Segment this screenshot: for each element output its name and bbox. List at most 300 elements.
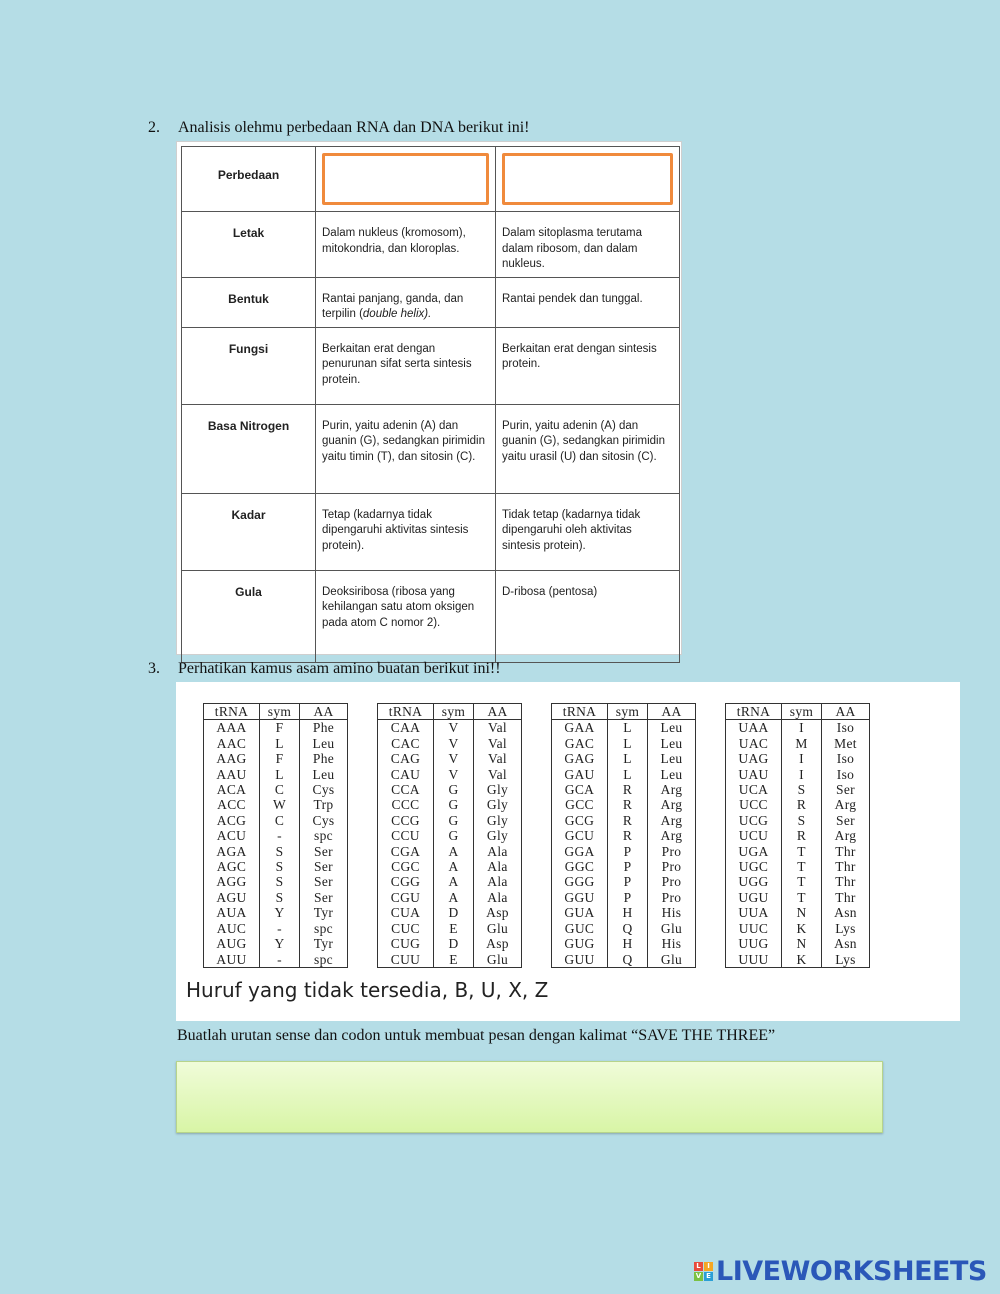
amino-acid-cell: Arg: [648, 813, 696, 828]
codon-header-cell: tRNA: [378, 704, 434, 720]
codon-header-cell: tRNA: [204, 704, 260, 720]
codon-header-row: [726, 704, 870, 720]
symbol-cell: Q: [608, 921, 648, 936]
symbol-cell: S: [260, 890, 300, 905]
amino-acid-cell: Thr: [822, 890, 870, 905]
amino-acid-cell: Phe: [300, 751, 348, 766]
symbol-cell: I: [782, 720, 822, 736]
codon-cell: GAA: [552, 720, 608, 736]
symbol-cell: T: [782, 874, 822, 889]
symbol-cell: S: [260, 874, 300, 889]
symbol-cell: Q: [608, 952, 648, 968]
brand-icon-square: L: [694, 1262, 703, 1271]
codon-cell: CUU: [378, 952, 434, 968]
codon-row: [726, 751, 870, 766]
codon-cell: AGG: [204, 874, 260, 889]
row-label: Letak: [182, 212, 316, 278]
amino-acid-cell: Iso: [822, 720, 870, 736]
codon-cell: AUU: [204, 952, 260, 968]
codon-row: [378, 797, 522, 812]
codon-row: [378, 890, 522, 905]
codon-table-4: [725, 703, 870, 968]
codon-header-cell: AA: [648, 704, 696, 720]
amino-acid-cell: Leu: [300, 767, 348, 782]
codon-row: [378, 921, 522, 936]
symbol-cell: K: [782, 921, 822, 936]
amino-acid-cell: Asn: [822, 905, 870, 920]
codon-row: [204, 736, 348, 751]
codon-row: [204, 797, 348, 812]
codon-row: [204, 952, 348, 968]
header-label: Perbedaan: [182, 147, 316, 212]
dna-cell: Deoksiribosa (ribosa yang kehilangan satu atom oksigen pada atom C nomor 2).: [316, 570, 496, 662]
symbol-cell: C: [260, 782, 300, 797]
codon-row: [204, 874, 348, 889]
symbol-cell: V: [434, 720, 474, 736]
table-row: [182, 327, 680, 404]
codon-cell: UCC: [726, 797, 782, 812]
codon-cell: CCG: [378, 813, 434, 828]
symbol-cell: I: [782, 767, 822, 782]
amino-acid-cell: Glu: [648, 921, 696, 936]
codon-row: [552, 874, 696, 889]
codon-table-3: [551, 703, 696, 968]
codon-cell: UUC: [726, 921, 782, 936]
codon-row: [726, 813, 870, 828]
symbol-cell: Y: [260, 936, 300, 951]
amino-acid-cell: Pro: [648, 859, 696, 874]
codon-row: [726, 782, 870, 797]
codon-cell: GCG: [552, 813, 608, 828]
question-3: [148, 660, 501, 678]
codon-row: [726, 767, 870, 782]
symbol-cell: R: [608, 797, 648, 812]
codon-cell: ACC: [204, 797, 260, 812]
symbol-cell: D: [434, 936, 474, 951]
symbol-cell: P: [608, 874, 648, 889]
rna-cell: Purin, yaitu adenin (A) dan guanin (G), sedangkan pirimidin yaitu urasil (U) dan sitosin (C).: [496, 404, 680, 493]
codon-row: [726, 720, 870, 736]
symbol-cell: F: [260, 751, 300, 766]
codon-cell: GUG: [552, 936, 608, 951]
codon-cell: GGC: [552, 859, 608, 874]
codon-cell: GAC: [552, 736, 608, 751]
codon-cell: GUC: [552, 921, 608, 936]
amino-acid-cell: Arg: [648, 782, 696, 797]
codon-cell: ACG: [204, 813, 260, 828]
symbol-cell: V: [434, 751, 474, 766]
amino-acid-cell: Ser: [822, 813, 870, 828]
codon-row: [204, 859, 348, 874]
amino-acid-cell: Ser: [300, 890, 348, 905]
amino-acid-cell: Ala: [474, 859, 522, 874]
codon-cell: ACU: [204, 828, 260, 843]
codon-cell: GUU: [552, 952, 608, 968]
amino-acid-cell: Val: [474, 736, 522, 751]
amino-acid-cell: Ser: [300, 844, 348, 859]
amino-acid-cell: Gly: [474, 828, 522, 843]
symbol-cell: -: [260, 952, 300, 968]
codon-row: [552, 921, 696, 936]
symbol-cell: K: [782, 952, 822, 968]
symbol-cell: R: [608, 828, 648, 843]
codon-row: [552, 905, 696, 920]
codon-cell: CUG: [378, 936, 434, 951]
codon-header-cell: sym: [608, 704, 648, 720]
symbol-cell: -: [260, 828, 300, 843]
codon-row: [378, 936, 522, 951]
dna-cell: Tetap (kadarnya tidak dipengaruhi aktivitas sintesis protein).: [316, 493, 496, 570]
symbol-cell: R: [782, 828, 822, 843]
amino-acid-cell: Leu: [648, 751, 696, 766]
symbol-cell: S: [782, 782, 822, 797]
question-text: Perhatikan kamus asam amino buatan berikut ini!!: [178, 660, 501, 677]
codon-cell: UUA: [726, 905, 782, 920]
amino-acid-cell: Pro: [648, 890, 696, 905]
amino-acid-cell: Gly: [474, 782, 522, 797]
codon-row: [204, 767, 348, 782]
symbol-cell: P: [608, 890, 648, 905]
symbol-cell: L: [608, 720, 648, 736]
codon-row: [204, 813, 348, 828]
codon-cell: GCA: [552, 782, 608, 797]
amino-acid-cell: Trp: [300, 797, 348, 812]
codon-table-1: [203, 703, 348, 968]
codon-row: [378, 828, 522, 843]
symbol-cell: V: [434, 736, 474, 751]
codon-cell: UAU: [726, 767, 782, 782]
brand-text: LIVEWORKSHEETS: [716, 1255, 987, 1287]
codon-cell: UGC: [726, 859, 782, 874]
amino-acid-cell: Lys: [822, 952, 870, 968]
codon-cell: GGA: [552, 844, 608, 859]
codon-cell: AGA: [204, 844, 260, 859]
symbol-cell: G: [434, 828, 474, 843]
symbol-cell: R: [608, 782, 648, 797]
symbol-cell: P: [608, 859, 648, 874]
codon-row: [378, 782, 522, 797]
symbol-cell: T: [782, 890, 822, 905]
codon-cell: GUA: [552, 905, 608, 920]
amino-acid-cell: Arg: [822, 828, 870, 843]
codon-cell: AUC: [204, 921, 260, 936]
symbol-cell: V: [434, 767, 474, 782]
symbol-cell: G: [434, 813, 474, 828]
codon-row: [378, 905, 522, 920]
symbol-cell: W: [260, 797, 300, 812]
codon-header-cell: AA: [822, 704, 870, 720]
rna-cell: Rantai pendek dan tunggal.: [496, 277, 680, 327]
codon-cell: CAA: [378, 720, 434, 736]
header-cell-2: [496, 147, 680, 212]
liveworksheets-icon: [694, 1262, 713, 1281]
amino-acid-cell: Ala: [474, 844, 522, 859]
codon-row: [726, 874, 870, 889]
amino-acid-cell: Gly: [474, 813, 522, 828]
codon-row: [378, 751, 522, 766]
codon-cell: CCC: [378, 797, 434, 812]
codon-row: [204, 828, 348, 843]
amino-acid-cell: Ala: [474, 890, 522, 905]
codon-row: [552, 751, 696, 766]
symbol-cell: L: [608, 736, 648, 751]
symbol-cell: P: [608, 844, 648, 859]
codon-header-cell: tRNA: [552, 704, 608, 720]
codon-cell: AGC: [204, 859, 260, 874]
codon-row: [726, 952, 870, 968]
codon-row: [378, 736, 522, 751]
amino-acid-cell: Pro: [648, 874, 696, 889]
symbol-cell: N: [782, 936, 822, 951]
symbol-cell: A: [434, 874, 474, 889]
codon-row: [726, 828, 870, 843]
codon-cell: GGU: [552, 890, 608, 905]
question-2: [148, 119, 530, 137]
codon-row: [552, 936, 696, 951]
symbol-cell: G: [434, 797, 474, 812]
codon-cell: CGA: [378, 844, 434, 859]
symbol-cell: S: [260, 859, 300, 874]
codon-row: [552, 952, 696, 968]
codon-row: [552, 844, 696, 859]
amino-acid-cell: Leu: [648, 767, 696, 782]
codon-row: [378, 844, 522, 859]
amino-acid-cell: Val: [474, 751, 522, 766]
codon-table-2: [377, 703, 522, 968]
codon-header-cell: sym: [260, 704, 300, 720]
question-number: 3.: [148, 660, 160, 677]
symbol-cell: C: [260, 813, 300, 828]
codon-row: [726, 905, 870, 920]
codon-row: [378, 813, 522, 828]
codon-cell: AUA: [204, 905, 260, 920]
amino-acid-cell: Phe: [300, 720, 348, 736]
amino-acid-cell: His: [648, 936, 696, 951]
amino-acid-cell: Thr: [822, 874, 870, 889]
codon-cell: CCA: [378, 782, 434, 797]
codon-row: [726, 890, 870, 905]
amino-acid-dictionary-image: [176, 682, 960, 1021]
rna-cell: D-ribosa (pentosa): [496, 570, 680, 662]
codon-row: [552, 782, 696, 797]
codon-row: [552, 813, 696, 828]
symbol-cell: L: [608, 751, 648, 766]
symbol-cell: -: [260, 921, 300, 936]
codon-cell: CGG: [378, 874, 434, 889]
row-label: Basa Nitrogen: [182, 404, 316, 493]
amino-acid-cell: spc: [300, 828, 348, 843]
amino-acid-cell: Leu: [648, 720, 696, 736]
codon-cell: CGU: [378, 890, 434, 905]
codon-cell: UAG: [726, 751, 782, 766]
symbol-cell: A: [434, 890, 474, 905]
codon-row: [378, 874, 522, 889]
codon-header-row: [378, 704, 522, 720]
amino-acid-cell: Tyr: [300, 936, 348, 951]
codon-header-row: [204, 704, 348, 720]
rna-cell: Tidak tetap (kadarnya tidak dipengaruhi oleh aktivitas sintesis protein).: [496, 493, 680, 570]
table-row: [182, 277, 680, 327]
table-row: [182, 404, 680, 493]
symbol-cell: G: [434, 782, 474, 797]
codon-header-cell: sym: [434, 704, 474, 720]
amino-acid-cell: Met: [822, 736, 870, 751]
symbol-cell: S: [782, 813, 822, 828]
amino-acid-cell: Arg: [648, 828, 696, 843]
answer-input-2[interactable]: [502, 153, 673, 205]
row-label: Kadar: [182, 493, 316, 570]
amino-acid-cell: Pro: [648, 844, 696, 859]
amino-acid-cell: Gly: [474, 797, 522, 812]
question-text: Analisis olehmu perbedaan RNA dan DNA berikut ini!: [178, 119, 530, 136]
amino-acid-cell: Glu: [474, 921, 522, 936]
amino-acid-cell: Cys: [300, 782, 348, 797]
amino-acid-cell: Val: [474, 720, 522, 736]
question-number: 2.: [148, 119, 160, 136]
symbol-cell: L: [260, 736, 300, 751]
symbol-cell: Y: [260, 905, 300, 920]
codon-cell: UCU: [726, 828, 782, 843]
codon-row: [204, 936, 348, 951]
amino-acid-cell: spc: [300, 921, 348, 936]
amino-acid-cell: Cys: [300, 813, 348, 828]
codon-row: [552, 767, 696, 782]
codon-row: [204, 751, 348, 766]
codon-row: [552, 828, 696, 843]
codon-row: [726, 797, 870, 812]
brand-icon-square: E: [704, 1272, 713, 1281]
dna-cell: Purin, yaitu adenin (A) dan guanin (G), sedangkan pirimidin yaitu timin (T), dan sitosin (C).: [316, 404, 496, 493]
symbol-cell: R: [782, 797, 822, 812]
answer-input-1[interactable]: [322, 153, 489, 205]
codon-row: [726, 936, 870, 951]
symbol-cell: D: [434, 905, 474, 920]
codon-row: [552, 797, 696, 812]
symbol-cell: H: [608, 905, 648, 920]
codon-row: [552, 736, 696, 751]
amino-acid-cell: Asp: [474, 936, 522, 951]
unavailable-letters-note: Huruf yang tidak tersedia, B, U, X, Z: [186, 978, 549, 1002]
codon-row: [378, 952, 522, 968]
symbol-cell: H: [608, 936, 648, 951]
codon-cell: GCU: [552, 828, 608, 843]
codon-row: [204, 921, 348, 936]
symbol-cell: F: [260, 720, 300, 736]
codon-cell: AGU: [204, 890, 260, 905]
amino-acid-cell: Lys: [822, 921, 870, 936]
dna-rna-table-image: [176, 141, 682, 655]
row-label: Fungsi: [182, 327, 316, 404]
table-row: [182, 212, 680, 278]
codon-cell: CGC: [378, 859, 434, 874]
amino-acid-cell: Ser: [300, 859, 348, 874]
amino-acid-cell: Val: [474, 767, 522, 782]
rna-cell: Berkaitan erat dengan sintesis protein.: [496, 327, 680, 404]
codon-cell: UAC: [726, 736, 782, 751]
brand-icon-square: V: [695, 1271, 702, 1280]
codon-cell: CAU: [378, 767, 434, 782]
codon-row: [552, 859, 696, 874]
symbol-cell: T: [782, 859, 822, 874]
codon-header-cell: tRNA: [726, 704, 782, 720]
codon-cell: CAG: [378, 751, 434, 766]
dna-cell: Rantai panjang, ganda, dan terpilin (double helix).: [316, 277, 496, 327]
amino-acid-cell: spc: [300, 952, 348, 968]
header-cell-1: [316, 147, 496, 212]
codon-row: [378, 767, 522, 782]
codon-header-cell: AA: [474, 704, 522, 720]
codon-cell: CUC: [378, 921, 434, 936]
amino-acid-cell: Leu: [648, 736, 696, 751]
amino-acid-cell: Ser: [300, 874, 348, 889]
amino-acid-cell: Asn: [822, 936, 870, 951]
codon-header-cell: AA: [300, 704, 348, 720]
codon-cell: ACA: [204, 782, 260, 797]
codon-row: [204, 782, 348, 797]
symbol-cell: L: [608, 767, 648, 782]
symbol-cell: L: [260, 767, 300, 782]
codon-row: [726, 921, 870, 936]
table-row: [182, 570, 680, 662]
symbol-cell: E: [434, 952, 474, 968]
symbol-cell: I: [782, 751, 822, 766]
amino-acid-cell: Glu: [474, 952, 522, 968]
codon-cell: UGA: [726, 844, 782, 859]
codon-cell: CUA: [378, 905, 434, 920]
codon-row: [726, 844, 870, 859]
codon-cell: AAG: [204, 751, 260, 766]
amino-acid-cell: Leu: [300, 736, 348, 751]
amino-acid-cell: Ser: [822, 782, 870, 797]
codon-header-row: [552, 704, 696, 720]
symbol-cell: M: [782, 736, 822, 751]
symbol-cell: S: [260, 844, 300, 859]
codon-cell: GAG: [552, 751, 608, 766]
amino-acid-cell: Arg: [648, 797, 696, 812]
liveworksheets-logo: [694, 1256, 987, 1286]
amino-acid-cell: His: [648, 905, 696, 920]
row-label: Gula: [182, 570, 316, 662]
codon-cell: UUG: [726, 936, 782, 951]
codon-row: [378, 720, 522, 736]
symbol-cell: N: [782, 905, 822, 920]
dna-cell: Dalam nukleus (kromosom), mitokondria, dan kloroplas.: [316, 212, 496, 278]
amino-acid-cell: Ala: [474, 874, 522, 889]
codon-cell: GCC: [552, 797, 608, 812]
answer-box[interactable]: [176, 1061, 883, 1133]
codon-cell: AUG: [204, 936, 260, 951]
instruction-text: Buatlah urutan sense dan codon untuk membuat pesan dengan kalimat “SAVE THE THREE”: [177, 1027, 776, 1044]
symbol-cell: A: [434, 844, 474, 859]
codon-cell: GAU: [552, 767, 608, 782]
table-header-row: [182, 147, 680, 212]
amino-acid-cell: Glu: [648, 952, 696, 968]
codon-row: [204, 905, 348, 920]
codon-cell: AAU: [204, 767, 260, 782]
codon-row: [204, 890, 348, 905]
codon-cell: UGU: [726, 890, 782, 905]
codon-cell: UUU: [726, 952, 782, 968]
amino-acid-cell: Arg: [822, 797, 870, 812]
codon-cell: AAC: [204, 736, 260, 751]
dna-cell: Berkaitan erat dengan penurunan sifat serta sintesis protein.: [316, 327, 496, 404]
codon-row: [726, 859, 870, 874]
codon-cell: AAA: [204, 720, 260, 736]
rna-cell: Dalam sitoplasma terutama dalam ribosom, dan dalam nukleus.: [496, 212, 680, 278]
codon-header-cell: sym: [782, 704, 822, 720]
symbol-cell: R: [608, 813, 648, 828]
codon-cell: CAC: [378, 736, 434, 751]
